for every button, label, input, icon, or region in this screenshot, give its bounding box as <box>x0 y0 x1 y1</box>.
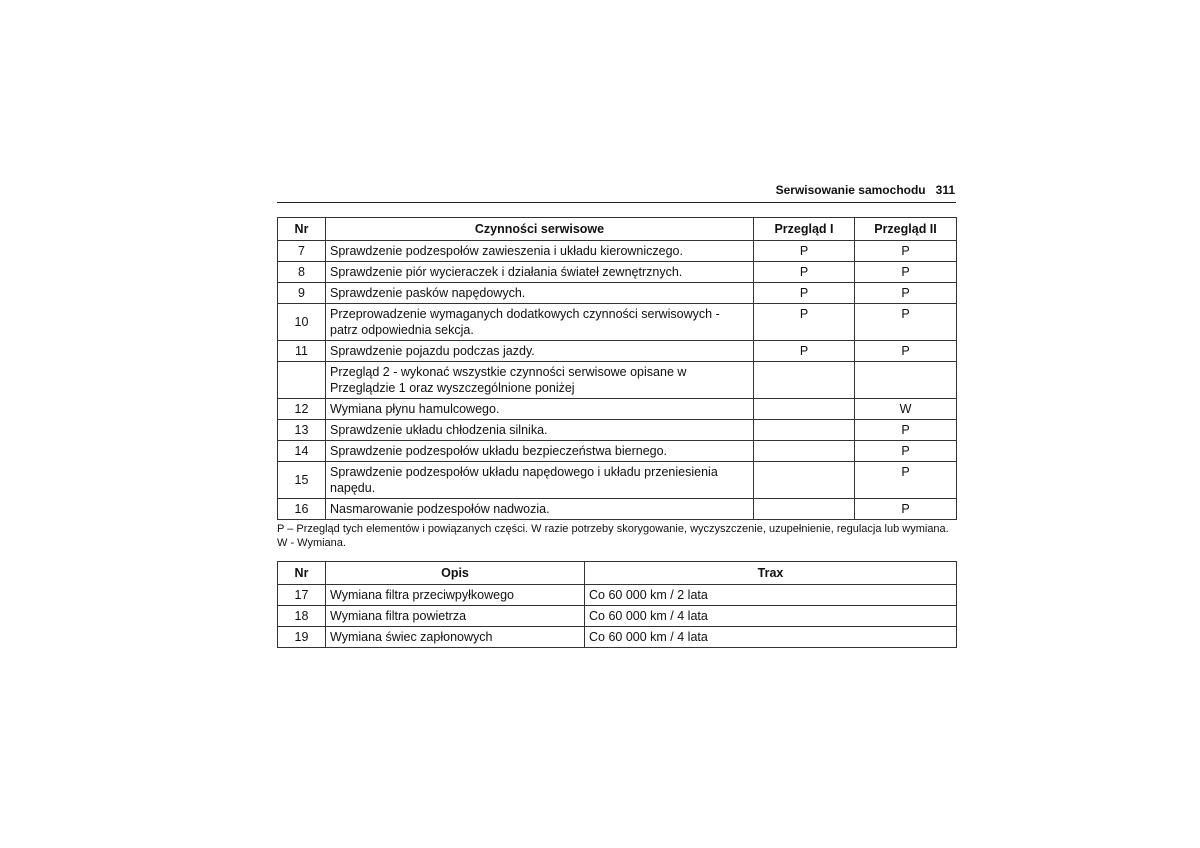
row-number: 10 <box>278 304 326 341</box>
row-description: Nasmarowanie podzespołów nadwozia. <box>326 499 754 520</box>
table-row <box>278 420 957 441</box>
row-description: Sprawdzenie podzespołów zawieszenia i układu kierowniczego. <box>326 241 754 262</box>
column-header-inspection-2: Przegląd II <box>855 218 957 241</box>
section-title: Serwisowanie samochodu <box>775 183 926 197</box>
row-number: 16 <box>278 499 326 520</box>
row-inspection-1: P <box>754 341 855 362</box>
row-description: Wymiana świec zapłonowych <box>326 627 585 648</box>
table-row <box>278 627 957 648</box>
parts-replacement-table <box>277 561 957 648</box>
row-description: Sprawdzenie pasków napędowych. <box>326 283 754 304</box>
page-number: 311 <box>935 183 955 197</box>
row-inspection-1 <box>754 441 855 462</box>
row-description: Sprawdzenie piór wycieraczek i działania świateł zewnętrznych. <box>326 262 754 283</box>
row-description: Sprawdzenie podzespołów układu bezpieczeństwa biernego. <box>326 441 754 462</box>
row-inspection-2: P <box>855 283 957 304</box>
row-inspection-1 <box>754 462 855 499</box>
row-inspection-2: P <box>855 441 957 462</box>
table-row <box>278 341 957 362</box>
row-inspection-1: P <box>754 262 855 283</box>
table-row <box>278 585 957 606</box>
row-number: 8 <box>278 262 326 283</box>
row-description: Przegląd 2 - wykonać wszystkie czynności serwisowe opisane w Przeglądzie 1 oraz wyszczególnione poniżej <box>326 362 754 399</box>
running-head <box>277 183 956 203</box>
row-inspection-1: P <box>754 283 855 304</box>
table-row-inspection-2-intro <box>278 362 957 399</box>
row-description: Sprawdzenie układu chłodzenia silnika. <box>326 420 754 441</box>
row-number: 14 <box>278 441 326 462</box>
column-header-activities: Czynności serwisowe <box>326 218 754 241</box>
row-number: 11 <box>278 341 326 362</box>
row-inspection-2: P <box>855 241 957 262</box>
table-row <box>278 241 957 262</box>
row-inspection-1 <box>754 399 855 420</box>
column-header-trax: Trax <box>585 562 957 585</box>
table-row <box>278 283 957 304</box>
row-inspection-2: P <box>855 420 957 441</box>
row-interval: Co 60 000 km / 2 lata <box>585 585 957 606</box>
row-inspection-2: P <box>855 341 957 362</box>
row-inspection-2: P <box>855 499 957 520</box>
row-number: 17 <box>278 585 326 606</box>
row-inspection-1: P <box>754 241 855 262</box>
row-inspection-2 <box>855 362 957 399</box>
column-header-nr: Nr <box>278 218 326 241</box>
table-row <box>278 441 957 462</box>
row-description: Sprawdzenie podzespołów układu napędowego i układu przeniesienia napędu. <box>326 462 754 499</box>
table-row <box>278 462 957 499</box>
row-interval: Co 60 000 km / 4 lata <box>585 606 957 627</box>
table-row <box>278 606 957 627</box>
manual-page <box>277 183 956 648</box>
table-row <box>278 262 957 283</box>
table-row <box>278 304 957 341</box>
row-number: 19 <box>278 627 326 648</box>
row-inspection-2: P <box>855 462 957 499</box>
table-row <box>278 399 957 420</box>
row-inspection-2: P <box>855 304 957 341</box>
row-number: 7 <box>278 241 326 262</box>
row-description: Sprawdzenie pojazdu podczas jazdy. <box>326 341 754 362</box>
table-header-row <box>278 562 957 585</box>
row-inspection-1 <box>754 362 855 399</box>
row-interval: Co 60 000 km / 4 lata <box>585 627 957 648</box>
row-description: Wymiana płynu hamulcowego. <box>326 399 754 420</box>
column-header-description: Opis <box>326 562 585 585</box>
row-number: 12 <box>278 399 326 420</box>
service-schedule-table <box>277 217 957 520</box>
row-number: 13 <box>278 420 326 441</box>
row-description: Wymiana filtra powietrza <box>326 606 585 627</box>
row-description: Wymiana filtra przeciwpyłkowego <box>326 585 585 606</box>
legend-p-note: P – Przegląd tych elementów i powiązanych części. W razie potrzeby skorygowanie, wyczyszczenie, uzupełnienie, regulacja lub wymiana. <box>277 523 949 535</box>
table-header-row <box>278 218 957 241</box>
row-number: 18 <box>278 606 326 627</box>
legend-w-note: W - Wymiana. <box>277 537 346 549</box>
column-header-inspection-1: Przegląd I <box>754 218 855 241</box>
column-header-nr: Nr <box>278 562 326 585</box>
row-inspection-2: P <box>855 262 957 283</box>
row-inspection-1 <box>754 420 855 441</box>
row-inspection-1 <box>754 499 855 520</box>
row-number: 9 <box>278 283 326 304</box>
row-number: 15 <box>278 462 326 499</box>
row-number <box>278 362 326 399</box>
table-row <box>278 499 957 520</box>
legend-footnotes <box>277 522 956 550</box>
row-inspection-2: W <box>855 399 957 420</box>
row-description: Przeprowadzenie wymaganych dodatkowych czynności serwisowych - patrz odpowiednia sekcja. <box>326 304 754 341</box>
row-inspection-1: P <box>754 304 855 341</box>
